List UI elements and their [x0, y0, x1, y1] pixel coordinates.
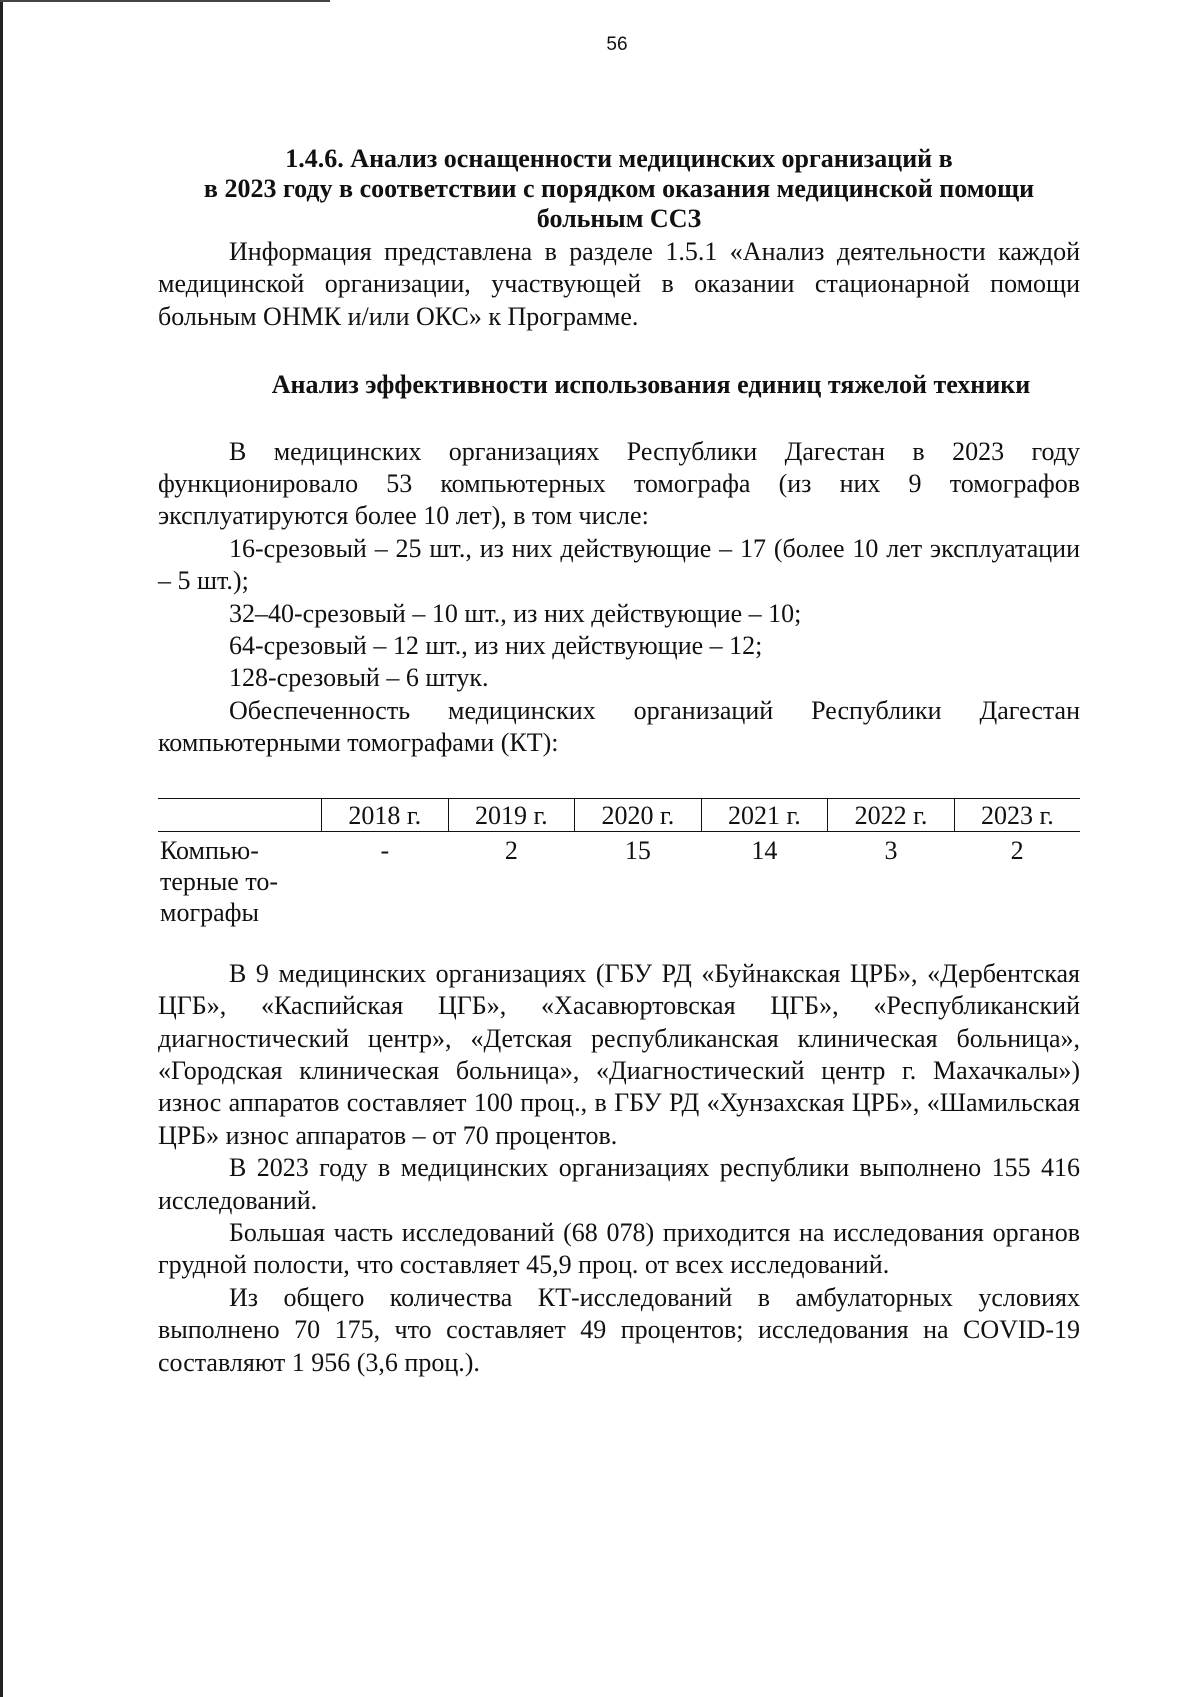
table-cell: 2	[504, 835, 518, 865]
provision-paragraph: Обеспеченность медицинских организаций Республики Дагестан компьютерными томографами (КТ):	[158, 695, 1080, 758]
tomograph-list-item: 32–40-срезовый – 10 шт., из них действующие – 10;	[229, 598, 802, 628]
paragraphs-after-table	[158, 958, 1080, 1379]
scan-edge-left	[0, 0, 3, 1697]
table-corner-cell	[158, 798, 322, 831]
table-header-cell: 2022 г.	[828, 798, 955, 831]
table-cell: -	[380, 835, 390, 865]
table-header-cell: 2020 г.	[575, 798, 702, 831]
section-heading-line-3: больным ССЗ	[536, 204, 702, 233]
table-header-row	[158, 798, 1080, 831]
table-cell: 2	[1010, 835, 1024, 865]
tomograph-list-item: 64-срезовый – 12 шт., из них действующие – 12;	[229, 631, 763, 661]
outpatient-studies-paragraph: Из общего количества КТ-исследований в амбулаторных условиях выполнено 70 175, что составляет 49 процентов; исследования на COVID-19 составляют 1 956 (3,6 проц.).	[158, 1282, 1080, 1377]
section-heading-line-2: в 2023 году в соответствии с порядком оказания медицинской помощи	[203, 174, 1035, 203]
studies-total-paragraph: В 2023 году в медицинских организациях республики выполнено 155 416 исследований.	[158, 1153, 1080, 1215]
subheading: Анализ эффективности использования единиц тяжелой техники	[271, 370, 1031, 400]
tomograph-paragraph: В медицинских организациях Республики Дагестан в 2023 году функционировало 53 компьютерных томографа (из них 9 томографов эксплуатируются более 10 лет), в том числе:	[158, 436, 1080, 531]
intro-paragraph: Информация представлена в разделе 1.5.1 «Анализ деятельности каждой медицинской организации, участвующей в оказании стационарной помощи больным ОНМК и/или ОКС» к Программе.	[158, 237, 1080, 331]
scan-edge-top	[0, 0, 330, 2]
table-row-label	[158, 831, 322, 928]
table-cell: 14	[751, 835, 778, 865]
table-header-cell: 2023 г.	[954, 798, 1080, 831]
table-row	[158, 831, 1080, 928]
section-heading-line-1: 1.4.6. Анализ оснащенности медицинских организаций в	[285, 144, 953, 173]
table-header-cell: 2019 г.	[448, 798, 575, 831]
equipment-wear-paragraph: В 9 медицинских организациях (ГБУ РД «Буйнакская ЦРБ», «Дербентская ЦГБ», «Каспийская ЦГБ», «Хасавюртовская ЦГБ», «Республиканский диагностический центр», «Детская республиканская клиническая больница», «Городская клиническая больница», «Диагностический центр г. Махачкалы») износ аппаратов составляет 100 проц., в ГБУ РД «Хунзахская ЦРБ», «Шамильская ЦРБ» износ аппаратов – от 70 процентов.	[158, 958, 1080, 1150]
tomograph-list-item: 16-срезовый – 25 шт., из них действующие – 17 (более 10 лет эксплуатации – 5 шт.);	[158, 533, 1080, 596]
table-cell: 3	[884, 835, 898, 865]
page-number: 56	[606, 34, 628, 55]
section-heading	[158, 144, 1080, 234]
document-content	[158, 144, 1080, 1379]
chest-studies-paragraph: Большая часть исследований (68 078) приходится на исследования органов грудной полости, что составляет 45,9 проц. от всех исследований.	[158, 1217, 1080, 1280]
table-row-label-text: Компью-терные то-мографы	[160, 835, 279, 927]
table-cell: 15	[624, 835, 651, 865]
table-header-cell: 2021 г.	[701, 798, 828, 831]
ct-provision-table	[158, 798, 1080, 928]
table-header-cell: 2018 г.	[322, 798, 449, 831]
tomograph-list-item: 128-срезовый – 6 штук.	[229, 663, 489, 693]
tomograph-list	[158, 533, 1080, 695]
